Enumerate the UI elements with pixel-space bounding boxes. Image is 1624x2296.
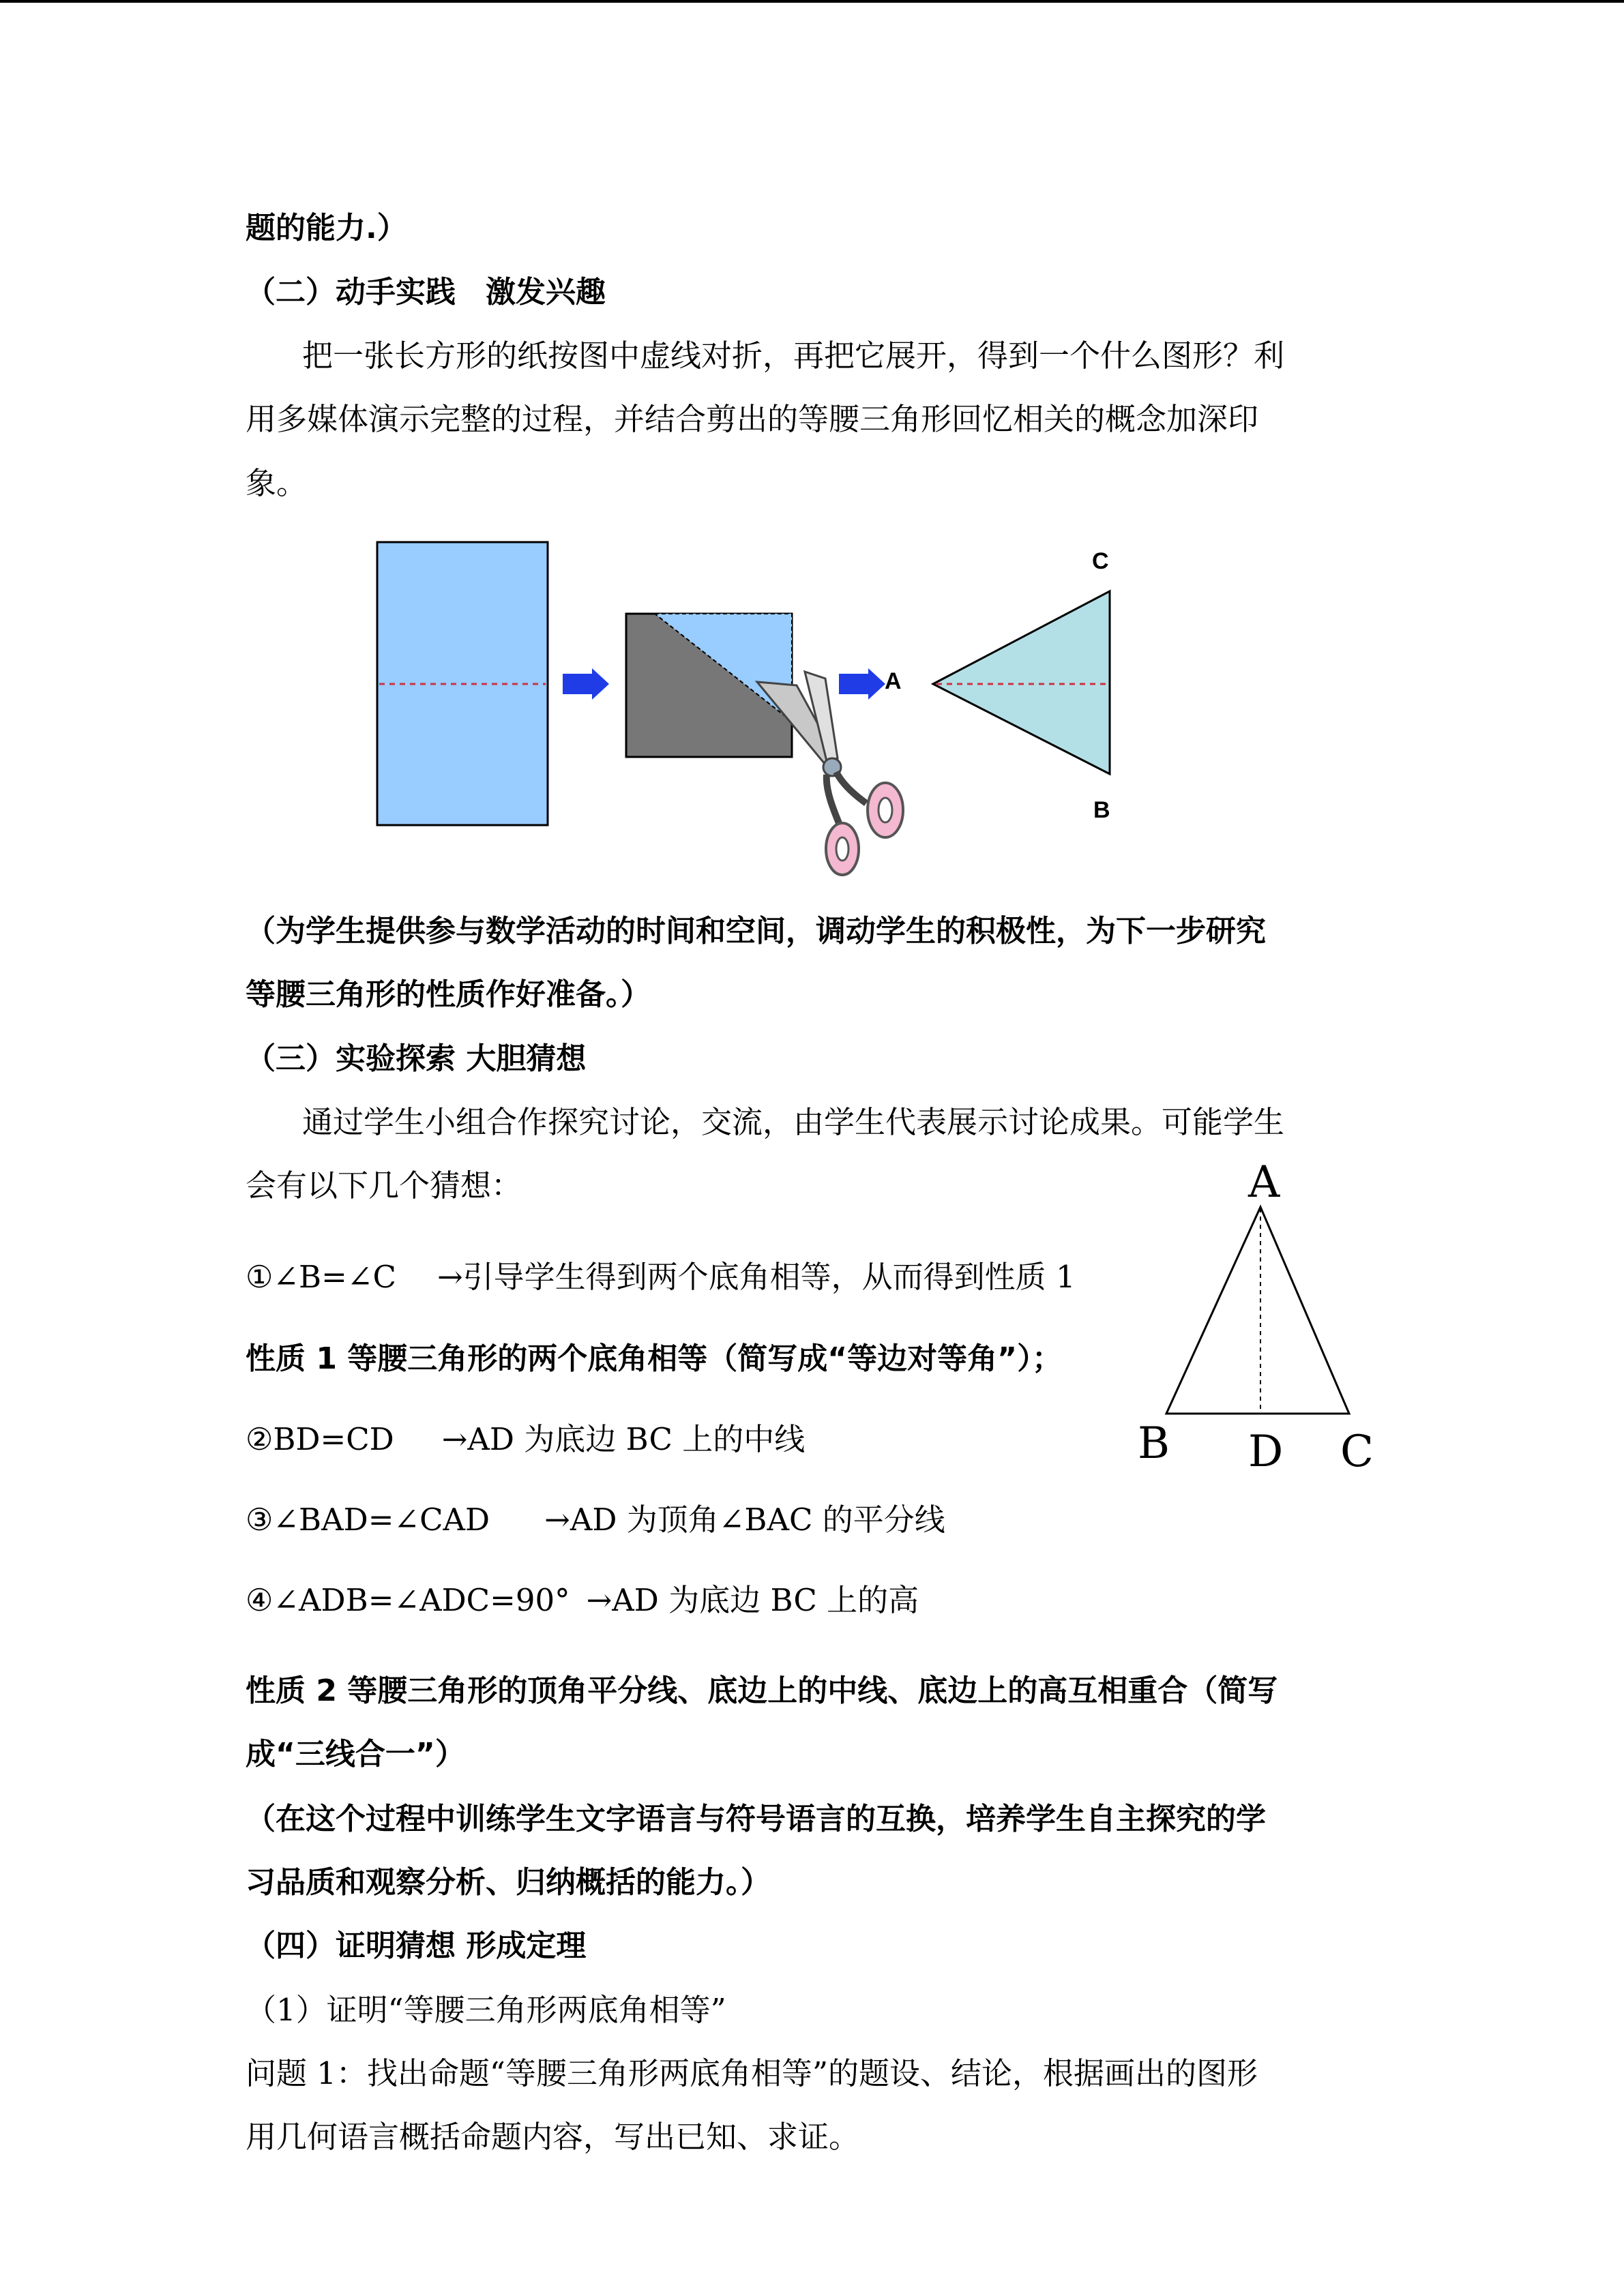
point-label-b: B	[1093, 797, 1110, 823]
paragraph-line: 通过学生小组合作探究讨论，交流，由学生代表展示讨论成果。可能学生	[302, 1104, 1285, 1140]
guess-expression: ④∠ADB=∠ADC=90°	[246, 1582, 570, 1618]
section-heading: （三）实验探索 大胆猜想	[246, 1041, 587, 1076]
guess-expression: ③∠BAD=∠CAD	[246, 1502, 490, 1538]
guess-conclusion: →AD 为顶角∠BAC 的平分线	[544, 1502, 945, 1538]
guess-row	[246, 1419, 805, 1460]
page-top-border	[0, 0, 1624, 3]
triangle-abc	[1166, 1207, 1349, 1414]
guess-row	[246, 1500, 945, 1540]
section-heading: （二）动手实践 激发兴趣	[246, 275, 606, 310]
guess-conclusion: →引导学生得到两个底角相等，从而得到性质 1	[437, 1259, 1076, 1295]
isosceles-triangle	[933, 591, 1110, 774]
point-label-c: C	[1092, 548, 1109, 574]
arrow-right-icon	[839, 668, 885, 700]
paragraph-line: 问题 1：找出命题“等腰三角形两底角相等”的题设、结论，根据画出的图形	[246, 2055, 1258, 2091]
guess-conclusion: →AD 为底边 BC 上的中线	[441, 1421, 806, 1457]
arrow-right-icon	[563, 668, 609, 700]
guess-row	[246, 1257, 1076, 1298]
vertex-label-c: C	[1340, 1427, 1374, 1477]
property-statement: 性质 2 等腰三角形的顶角平分线、底边上的中线、底边上的高互相重合（简写	[246, 1673, 1278, 1708]
guess-expression: ①∠B=∠C	[246, 1259, 396, 1295]
point-label-a: A	[885, 668, 902, 694]
paragraph-line: 把一张长方形的纸按图中虚线对折，再把它展开，得到一个什么图形？利	[302, 338, 1285, 374]
paragraph-line: （为学生提供参与数学活动的时间和空间，调动学生的积极性，为下一步研究	[246, 914, 1266, 949]
vertex-label-a: A	[1248, 1157, 1280, 1208]
paper-folding-figure	[368, 532, 1160, 886]
triangle-abd-figure	[1125, 1152, 1378, 1480]
vertex-label-b: B	[1138, 1418, 1170, 1469]
paragraph-line: 题的能力.）	[246, 211, 407, 245]
property-statement: 性质 1 等腰三角形的两个底角相等（简写成“等边对等角”）；	[246, 1341, 1063, 1376]
section-heading: （四）证明猜想 形成定理	[246, 1928, 587, 1963]
paragraph-line: 用多媒体演示完整的过程，并结合剪出的等腰三角形回忆相关的概念加深印	[246, 401, 1259, 437]
paragraph-line: （在这个过程中训练学生文字语言与符号语言的互换，培养学生自主探究的学	[246, 1802, 1266, 1836]
paragraph-line: 用几何语言概括命题内容，写出已知、求证。	[246, 2119, 860, 2155]
paragraph-line: 习品质和观察分析、归纳概括的能力。）	[246, 1865, 771, 1900]
guess-row	[246, 1580, 919, 1621]
paragraph-line: 会有以下几个猜想：	[246, 1167, 522, 1204]
paragraph-line: 等腰三角形的性质作好准备。）	[246, 977, 651, 1012]
paragraph-line: （1）证明“等腰三角形两底角相等”	[246, 1992, 726, 2028]
vertex-label-d: D	[1248, 1427, 1284, 1477]
paragraph-line: 象。	[246, 465, 308, 501]
guess-conclusion: →AD 为底边 BC 上的高	[586, 1582, 919, 1618]
guess-expression: ②BD=CD	[246, 1421, 394, 1457]
paragraph-line: 成“三线合一”）	[246, 1737, 465, 1772]
scissors-icon	[757, 672, 903, 875]
